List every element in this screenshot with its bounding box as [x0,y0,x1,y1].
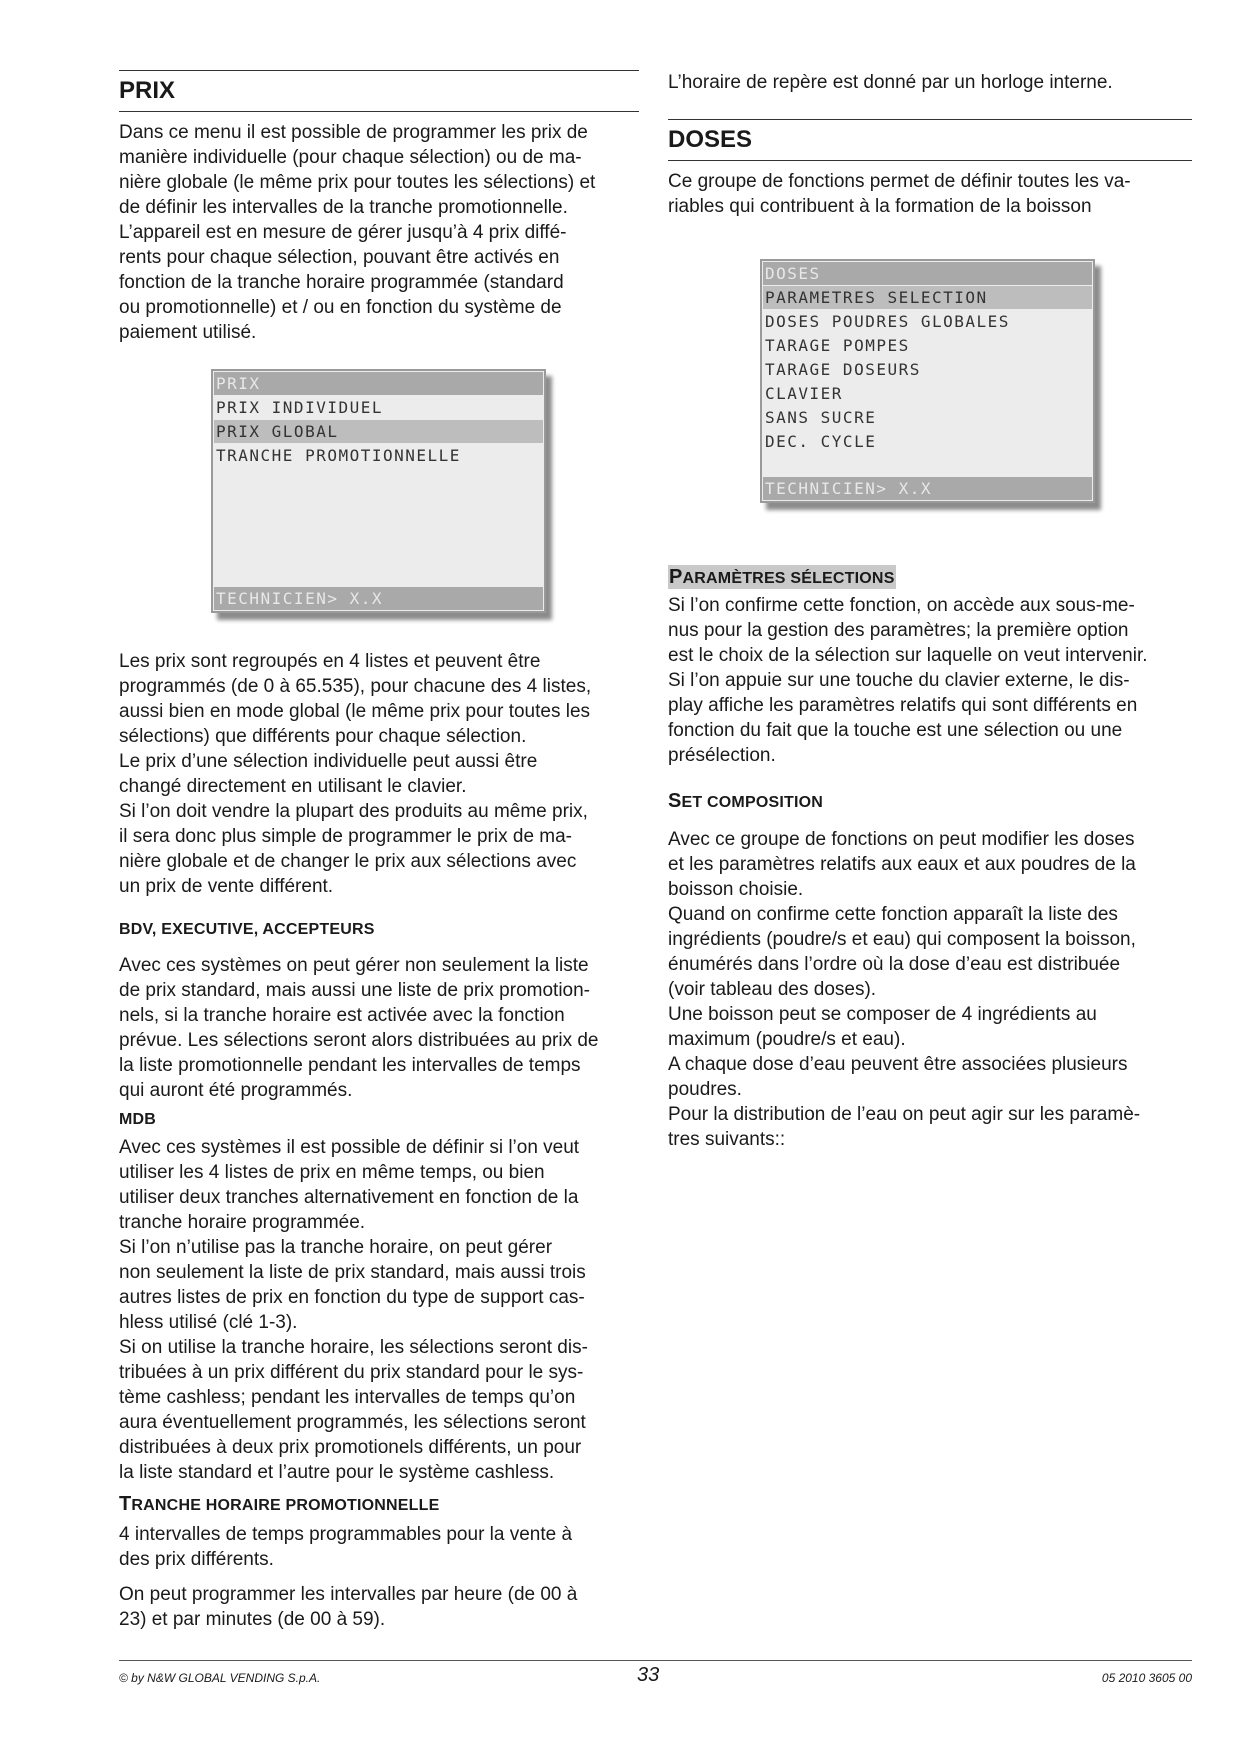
prix-intro-paragraph [119,120,639,345]
text-line: et les paramètres relatifs aux eaux et aux poudres de la [668,854,1136,875]
subheading-rest: ARAMÈTRES SÉLECTIONS [682,570,895,587]
text-line: Une boisson peut se composer de 4 ingrédients au [668,1004,1097,1025]
text-line: rents pour chaque sélection, pouvant être activés en [119,247,560,268]
text-line: est le choix de la sélection sur laquelle on veut intervenir. [668,645,1148,666]
text-line: fonction de la tranche horaire programmée (standard [119,272,564,293]
text-line: programmés (de 0 à 65.535), pour chacune des 4 listes, [119,676,592,697]
lcd-menu-item-clavier: CLAVIER [765,384,843,403]
text-line: Avec ces systèmes il est possible de définir si l’on veut [119,1137,580,1158]
horaire-line: L’horaire de repère est donné par un horloge interne. [668,72,1113,93]
page-number: 33 [637,1664,660,1686]
text-line: tème cashless; pendant les intervalles de temps qu’on [119,1387,576,1408]
text-line: play affiche les paramètres relatifs qui sont différents en [668,695,1138,716]
lcd-menu-item-prix-individuel: PRIX INDIVIDUEL [216,398,383,417]
text-line: Avec ce groupe de fonctions on peut modifier les doses [668,829,1135,850]
text-line: Pour la distribution de l’eau on peut agir sur les paramè- [668,1104,1141,1125]
text-line: ou promotionnelle) et / ou en fonction du système de [119,297,562,318]
lcd-menu-item-tarage-pompes: TARAGE POMPES [765,336,910,355]
text-line: la liste standard et l’autre pour le système cashless. [119,1462,555,1483]
lcd-menu-item-doses-poudres-globales: DOSES POUDRES GLOBALES [765,312,1010,331]
mdb-subheading: MDB [119,1111,157,1128]
text-line: nels, si la tranche horaire est activée avec la fonction [119,1005,565,1026]
text-line: il sera donc plus simple de programmer le prix de ma- [119,826,573,847]
text-line: fonction du fait que la touche est une sélection ou une [668,720,1123,741]
text-line: sélections) que différents pour chaque sélection. [119,726,527,747]
doses-section-title: DOSES [668,120,1192,161]
lcd-footer: TECHNICIEN> X.X [214,587,543,610]
text-line: Dans ce menu il est possible de programmer les prix de [119,122,588,143]
lcd-menu-item-dec-cycle: DEC. CYCLE [765,432,877,451]
text-line: ingrédients (poudre/s et eau) qui composent la boisson, [668,929,1136,950]
text-line: autres listes de prix en fonction du type de support cas- [119,1287,585,1308]
text-line: 4 intervalles de temps programmables pour la vente à [119,1524,573,1545]
text-line: de prix standard, mais aussi une liste de prix promotion- [119,980,591,1001]
text-line: aussi bien en mode global (le même prix pour toutes les [119,701,591,722]
document-code: 05 2010 3605 00 [1101,1671,1192,1685]
text-line: Ce groupe de fonctions permet de définir toutes les va- [668,171,1131,192]
bdv-subheading: BDV, EXECUTIVE, ACCEPTEURS [119,921,375,938]
set-composition-subheading [668,790,1192,813]
doses-menu-display [760,259,1095,503]
text-line: Le prix d’une sélection individuelle peut aussi être [119,751,538,772]
text-line: distribuées à deux prix promotionels différents, un pour [119,1437,582,1458]
lcd-menu-item-prix-global: PRIX GLOBAL [214,420,543,443]
lcd-title: PRIX [214,372,543,395]
text-line: Si l’on confirme cette fonction, on accède aux sous-me- [668,595,1135,616]
mdb-paragraph [119,1135,639,1485]
text-line: 23) et par minutes (de 00 à 59). [119,1609,386,1630]
lcd-title: DOSES [763,262,1092,285]
text-line: tranche horaire programmée. [119,1212,366,1233]
page-footer [119,1660,1192,1691]
prix-lists-paragraph [119,649,639,899]
text-line: tres suivants:: [668,1129,786,1150]
text-line: hless utilisé (clé 1-3). [119,1312,298,1333]
subheading-initial: P [669,566,683,588]
text-line: maximum (poudre/s et eau). [668,1029,906,1050]
text-line: A chaque dose d’eau peuvent être associées plusieurs [668,1054,1128,1075]
copyright-text: © by N&W GLOBAL VENDING S.p.A. [119,1671,321,1685]
doses-intro-paragraph [668,169,1192,219]
parametres-subheading [668,565,1192,589]
text-line: Avec ces systèmes on peut gérer non seulement la liste [119,955,589,976]
text-line: aura éventuellement programmés, les sélections seront [119,1412,586,1433]
text-line: Si l’on doit vendre la plupart des produits au même prix, [119,801,588,822]
text-line: utiliser les 4 listes de prix en même temps, ou bien [119,1162,545,1183]
text-line: Quand on confirme cette fonction apparaît la liste des [668,904,1118,925]
subheading-rest: ET COMPOSITION [681,794,824,811]
text-line: poudres. [668,1079,742,1100]
text-line: des prix différents. [119,1549,274,1570]
text-line: On peut programmer les intervalles par heure (de 00 à [119,1584,578,1605]
tranche-paragraph-2 [119,1582,639,1632]
text-line: Si l’on appuie sur une touche du clavier externe, le dis- [668,670,1130,691]
text-line: riables qui contribuent à la formation de la boisson [668,196,1092,217]
text-line: non seulement la liste de prix standard, mais aussi trois [119,1262,586,1283]
text-line: tribuées à un prix différent du prix standard pour le sys- [119,1362,584,1383]
text-line: nus pour la gestion des paramètres; la première option [668,620,1129,641]
text-line: prévue. Les sélections seront alors distribuées au prix de [119,1030,599,1051]
text-line: présélection. [668,745,776,766]
lcd-menu-item-sans-sucre: SANS SUCRE [765,408,877,427]
tranche-subheading [119,1493,639,1516]
left-column [119,70,639,1632]
text-line: Les prix sont regroupés en 4 listes et peuvent être [119,651,541,672]
text-line: qui auront été programmés. [119,1080,353,1101]
lcd-menu-item-parametres-selection: PARAMETRES SELECTION [763,286,1092,309]
subheading-rest: RANCHE HORAIRE PROMOTIONNELLE [131,1497,440,1514]
bdv-paragraph [119,953,639,1103]
right-column [668,70,1192,1152]
text-line: paiement utilisé. [119,322,257,343]
prix-section-title: PRIX [119,71,639,112]
text-line: Si on utilise la tranche horaire, les sélections seront dis- [119,1337,588,1358]
text-line: de définir les intervalles de la tranche promotionnelle. [119,197,568,218]
text-line: changé directement en utilisant le clavier. [119,776,467,797]
text-line: utiliser deux tranches alternativement en fonction de la [119,1187,579,1208]
text-line: énumérés dans l’ordre où la dose d’eau est distribuée [668,954,1121,975]
text-line: nière globale et de changer le prix aux sélections avec [119,851,577,872]
lcd-footer: TECHNICIEN> X.X [763,477,1092,500]
text-line: manière individuelle (pour chaque sélection) ou de ma- [119,147,582,168]
text-line: L’appareil est en mesure de gérer jusqu’à 4 prix diffé- [119,222,567,243]
lcd-menu-item-tarage-doseurs: TARAGE DOSEURS [765,360,921,379]
parametres-paragraph [668,593,1192,768]
subheading-initial: S [668,790,682,812]
text-line: un prix de vente différent. [119,876,334,897]
subheading-initial: T [119,1493,132,1515]
set-composition-paragraph [668,827,1192,1152]
tranche-paragraph-1 [119,1522,639,1572]
lcd-menu-item-tranche-promotionnelle: TRANCHE PROMOTIONNELLE [216,446,461,465]
text-line: nière globale (le même prix pour toutes les sélections) et [119,172,596,193]
prix-menu-display [211,369,546,613]
text-line: Si l’on n’utilise pas la tranche horaire, on peut gérer [119,1237,553,1258]
text-line: boisson choisie. [668,879,804,900]
text-line: la liste promotionnelle pendant les intervalles de temps [119,1055,581,1076]
text-line: (voir tableau des doses). [668,979,877,1000]
